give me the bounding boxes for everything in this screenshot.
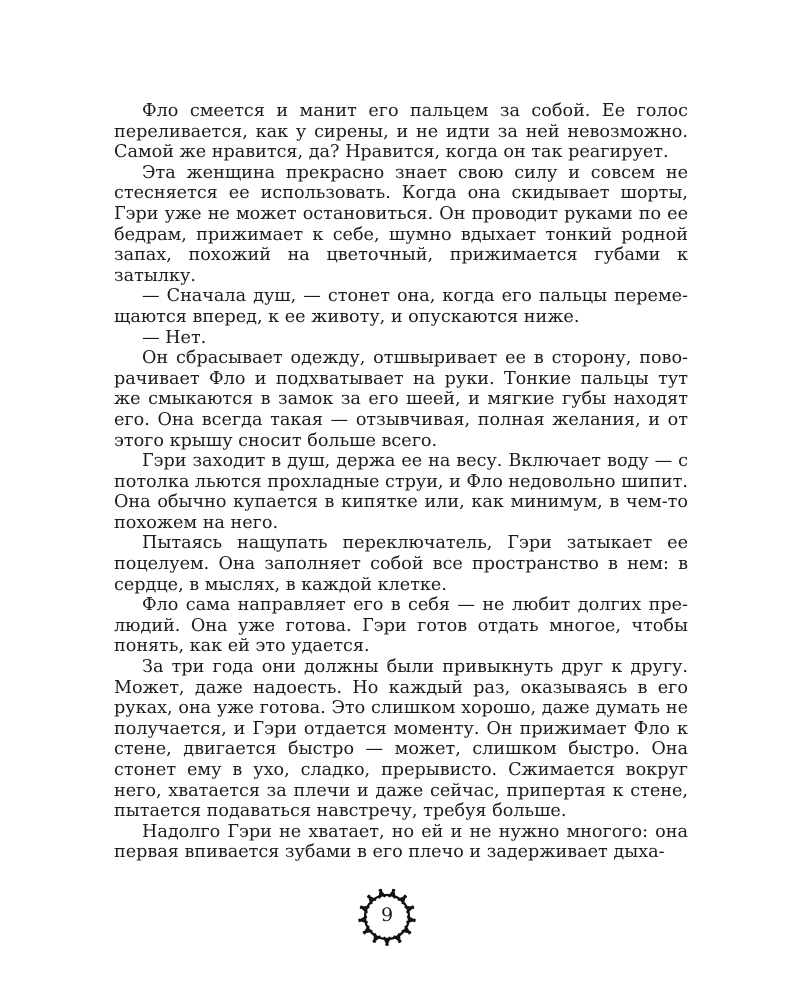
paragraph-9: За три года они должны были привыкнуть друг к другу. Может, даже надоесть. Но каждый раз, оказываясь в его руках, она уже готова. Это слишком хорошо, даже думать не получается, и Гэри отдается моменту. Он прижимает Фло к стене, двигается быстро — может, слишком быстро. Она стонет ему в ухо, сладко, прерывисто. Сжимается вокруг него, хватается за плечи и даже сейчас, припертая к стене, пытается подаваться навстречу, требуя больше.: [114, 657, 688, 822]
paragraph-2: Эта женщина прекрасно знает свою силу и совсем не стесняется ее использовать. Когда она скидывает шорты, Гэри уже не может остановиться. Он проводит руками по ее бедрам, прижимает к себе, шумно вдыхает тонкий родной запах, похожий на цветочный, прижимается губами к затылку.: [114, 162, 688, 286]
paragraph-7: Пытаясь нащупать переключатель, Гэри затыкает ее поцелуем. Она заполняет собой все пространство в нем: в сердце, в мыслях, в каждой клетке.: [114, 533, 688, 595]
paragraph-10: Надолго Гэри не хватает, но ей и не нужно многого: она первая впивается зубами в его плечо и задерживает дыха-: [114, 821, 688, 863]
paragraph-5: Он сбрасывает одежду, отшвыривает ее в сторону, поворачивает Фло и подхватывает на руки. Тонкие пальцы тут же смыкаются в замок за его шеей, и мягкие губы находят его. Она всегда такая — отзывчивая, полная желания, и от этого крышу сносит больше всего.: [114, 348, 688, 451]
paragraph-1: Фло смеется и манит его пальцем за собой. Ее голос переливается, как у сирены, и не идти за ней невозможно. Самой же нравится, да? Нравится, когда он так реагирует.: [114, 101, 688, 163]
paragraph-3: — Сначала душ, — стонет она, когда его пальцы перемещаются вперед, к ее животу, и опускаются ниже.: [114, 286, 688, 327]
paragraph-6: Гэри заходит в душ, держа ее на весу. Включает воду — с потолка льются прохладные струи, и Фло недовольно шипит. Она обычно купается в кипятке или, как минимум, в чем-то похожем на него.: [114, 451, 688, 533]
page-footer: [355, 885, 419, 949]
paragraph-8: Фло сама направляет его в себя — не любит долгих прелюдий. Она уже готова. Гэри готов отдать многое, чтобы понять, как ей это удается.: [114, 595, 688, 657]
body-text: [114, 101, 688, 863]
page-number: 9: [380, 904, 394, 926]
paragraph-4: — Нет.: [142, 327, 207, 348]
